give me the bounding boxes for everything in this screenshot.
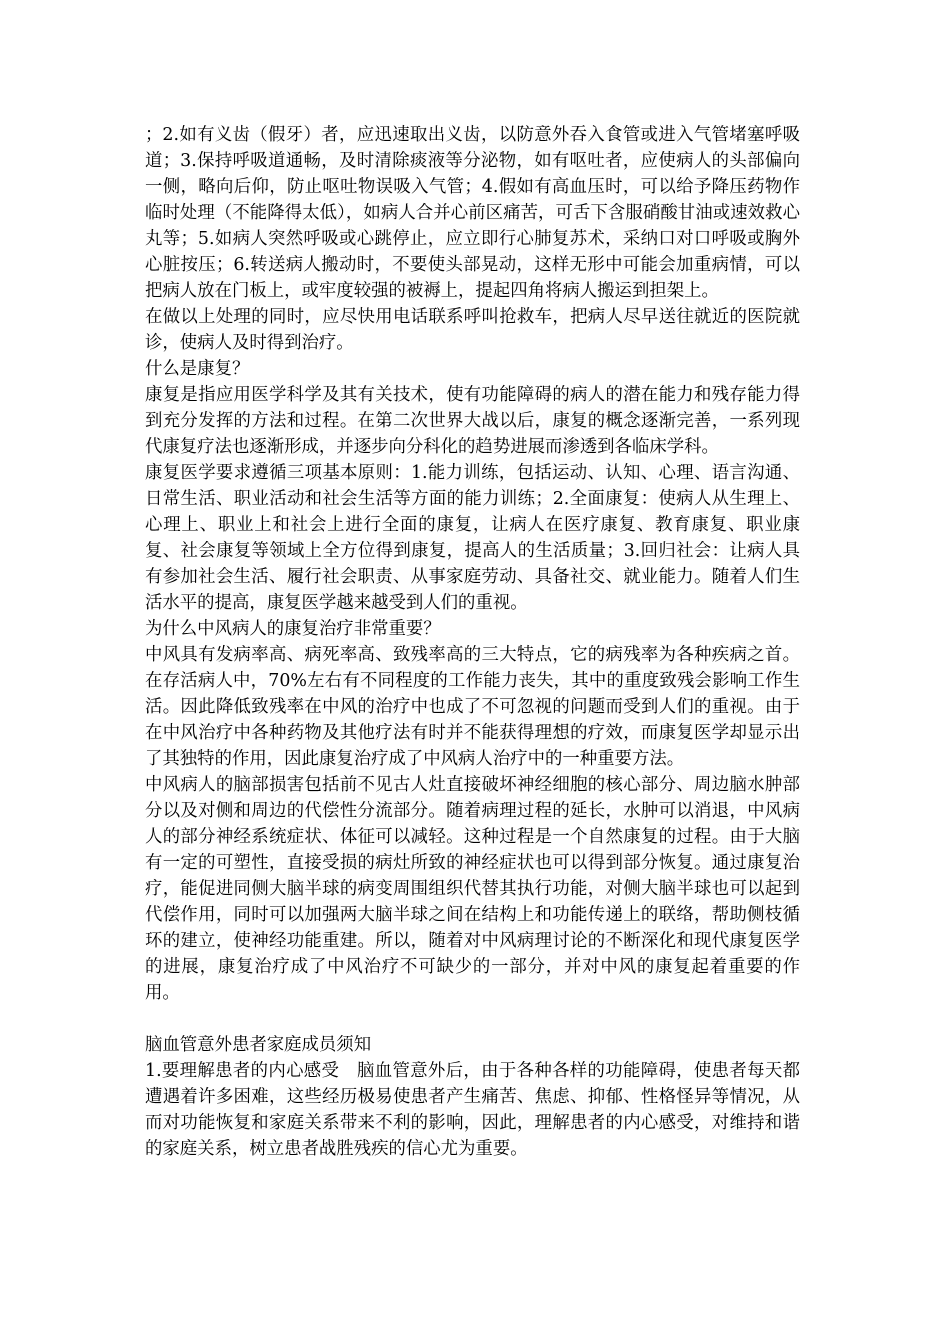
heading-why-stroke-rehab: 为什么中风病人的康复治疗非常重要？ xyxy=(145,619,441,639)
paragraph-stroke-features: 中风具有发病率高、病死率高、致残率高的三大特点，它的病残率为各种疾病之首。在存活病人中，70%左右有不同程度的工作能力丧失，其中的重度致残会影响工作生活。因此降低致残率在中风的治疗中也成了不可忽视的问题而受到人们的重视。由于在中风治疗中各种药物及其他疗法有时并不能获得理想的疗效，而康复医学却显示出了其独特的作用，因此康复治疗成了中风病人治疗中的一种重要方法。 xyxy=(145,645,800,769)
document-body xyxy=(145,122,800,1162)
paragraph-first-aid-steps: ；2.如有义齿（假牙）者，应迅速取出义齿，以防意外吞入食管或进入气管堵塞呼吸道；3.保持呼吸道通畅，及时清除痰液等分泌物，如有呕吐者，应使病人的头部偏向一侧，略向后仰，防止呕吐物误吸入气管；4.假如有高血压时，可以给予降压药物作临时处理（不能降得太低），如病人合并心前区痛苦，可舌下含服硝酸甘油或速效救心丸等；5.如病人突然呼吸或心跳停止，应立即行心肺复苏术，采纳口对口呼吸或胸外心脏按压；6.转送病人搬动时，不要使头部晃动，这样无形中可能会加重病情，可以把病人放在门板上，或牢度较强的被褥上，提起四角将病人搬运到担架上。 xyxy=(145,125,800,301)
paragraph-rehab-definition: 康复是指应用医学科学及其有关技术，使有功能障碍的病人的潜在能力和残存能力得到充分发挥的方法和过程。在第二次世界大战以后，康复的概念逐渐完善，一系列现代康复疗法也逐渐形成，并逐步向分科化的趋势进展而渗透到各临床学科。 xyxy=(145,385,800,457)
paragraph-understand-patient: 1.要理解患者的内心感受 脑血管意外后，由于各种各样的功能障碍，使患者每天都遭遇着许多困难，这些经历极易使患者产生痛苦、焦虑、抑郁、性格怪异等情况，从而对功能恢复和家庭关系带来不利的影响，因此，理解患者的内心感受，对维持和谐的家庭关系，树立患者战胜残疾的信心尤为重要。 xyxy=(145,1061,800,1159)
paragraph-stroke-brain-damage: 中风病人的脑部损害包括前不见古人灶直接破坏神经细胞的核心部分、周边脑水肿部分以及对侧和周边的代偿性分流部分。随着病理过程的延长，水肿可以消退，中风病人的部分神经系统症状、体征可以减轻。这种过程是一个自然康复的过程。由于大脑有一定的可塑性，直接受损的病灶所致的神经症状也可以得到部分恢复。通过康复治疗，能促进同侧大脑半球的病变周围组织代替其执行功能，对侧大脑半球也可以起到代偿作用，同时可以加强两大脑半球之间在结构上和功能传递上的联络，帮助侧枝循环的建立，使神经功能重建。所以，随着对中风病理讨论的不断深化和现代康复医学的进展，康复治疗成了中风治疗不可缺少的一部分，并对中风的康复起着重要的作用。 xyxy=(145,775,800,1003)
heading-family-notice: 脑血管意外患者家庭成员须知 xyxy=(145,1035,372,1055)
heading-what-is-rehab: 什么是康复？ xyxy=(145,359,250,379)
paragraph-call-ambulance: 在做以上处理的同时，应尽快用电话联系呼叫抢救车，把病人尽早送往就近的医院就诊，使病人及时得到治疗。 xyxy=(145,307,800,353)
blank-line xyxy=(145,1006,800,1032)
paragraph-rehab-principles: 康复医学要求遵循三项基本原则：1.能力训练，包括运动、认知、心理、语言沟通、日常生活、职业活动和社会生活等方面的能力训练；2.全面康复：使病人从生理上、心理上、职业上和社会上进行全面的康复，让病人在医疗康复、教育康复、职业康复、社会康复等领域上全方位得到康复，提高人的生活质量；3.回归社会：让病人具有参加社会生活、履行社会职责、从事家庭劳动、具备社交、就业能力。随着人们生活水平的提高，康复医学越来越受到人们的重视。 xyxy=(145,463,800,613)
